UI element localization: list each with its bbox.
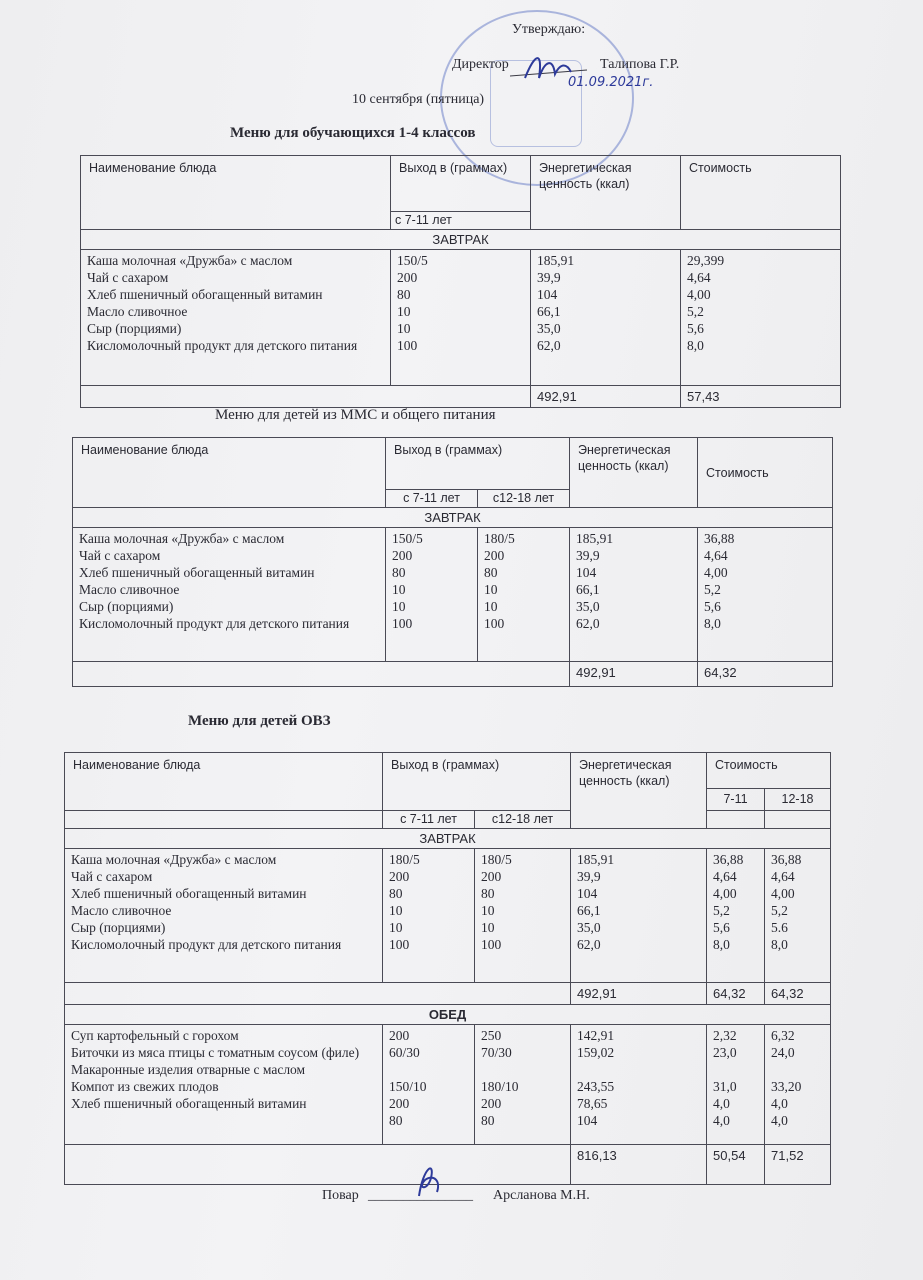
cost-value: 5,6 <box>687 321 704 336</box>
output-value: 60/30 <box>389 1045 420 1060</box>
dish-item: Каша молочная «Дружба» с маслом <box>71 852 277 867</box>
dish-item: Чай с сахаром <box>87 270 169 285</box>
output-value: 100 <box>392 616 413 631</box>
output-value: 200 <box>484 548 505 563</box>
output-value: 10 <box>484 599 498 614</box>
col-header-output: Выход в (граммах) <box>386 438 570 490</box>
director-label: Директор <box>452 57 509 72</box>
cost-list-12-18 <box>765 1025 831 1145</box>
dish-item: Кисломолочный продукт для детского питания <box>79 616 350 631</box>
output-value: 150/5 <box>397 253 428 268</box>
dish-item: Масло сливочное <box>79 582 180 597</box>
cook-label: Повар <box>322 1188 359 1203</box>
output-value: 180/5 <box>389 852 420 867</box>
director-name: Талипова Г.Р. <box>600 57 680 72</box>
output-list-7-11 <box>383 849 475 983</box>
output-value: 80 <box>481 886 495 901</box>
output-value: 200 <box>481 869 502 884</box>
dish-item: Компот из свежих плодов <box>71 1079 219 1094</box>
energy-list <box>571 849 707 983</box>
output-value: 150/10 <box>389 1079 427 1094</box>
energy-value: 35,0 <box>537 321 561 336</box>
section-breakfast: ЗАВТРАК <box>73 508 833 528</box>
output-value: 100 <box>389 937 410 952</box>
output-value: 10 <box>392 599 406 614</box>
cost-value: 5,6 <box>713 920 730 935</box>
cost-value: 5,2 <box>687 304 704 319</box>
age-7-11: с 7-11 лет <box>386 490 478 508</box>
dish-item: Кисломолочный продукт для детского питания <box>87 338 358 353</box>
dish-item: Сыр (порциями) <box>79 599 174 614</box>
energy-value: 104 <box>537 287 558 302</box>
cost-value: 8,0 <box>704 616 721 631</box>
output-value: 200 <box>389 1096 410 1111</box>
cost-value: 5,2 <box>771 903 788 918</box>
age-7-11: с 7-11 лет <box>391 212 531 230</box>
dish-list <box>73 528 386 662</box>
cost-value: 4,64 <box>687 270 711 285</box>
energy-value: 185,91 <box>577 852 615 867</box>
cost-value: 36,88 <box>771 852 802 867</box>
col-header-name: Наименование блюда <box>65 753 383 811</box>
energy-value: 39,9 <box>577 869 601 884</box>
total-cost: 64,32 <box>698 662 833 687</box>
dish-item: Чай с сахаром <box>71 869 153 884</box>
energy-value: 66,1 <box>576 582 600 597</box>
cost-value: 36,88 <box>704 531 735 546</box>
col-header-output: Выход в (граммах) <box>383 753 571 811</box>
energy-value: 62,0 <box>537 338 561 353</box>
table1-title: Меню для обучающихся 1-4 классов <box>230 125 476 141</box>
output-value: 200 <box>389 1028 410 1043</box>
dish-item: Чай с сахаром <box>79 548 161 563</box>
menu-table-mms <box>72 437 833 687</box>
total-cost-7-11: 50,54 <box>707 1145 765 1185</box>
col-header-energy: Энергетическая ценность (ккал) <box>531 156 681 230</box>
cost-age-7-11: 7-11 <box>707 789 765 811</box>
energy-value: 104 <box>577 886 598 901</box>
dish-item: Хлеб пшеничный обогащенный витамин <box>87 287 323 302</box>
output-value: 200 <box>392 548 413 563</box>
cost-value: 8,0 <box>687 338 704 353</box>
cost-value: 29,399 <box>687 253 725 268</box>
total-energy: 492,91 <box>570 662 698 687</box>
dish-item: Хлеб пшеничный обогащенный витамин <box>71 1096 307 1111</box>
output-value: 180/10 <box>481 1079 519 1094</box>
cost-value: 4,0 <box>713 1113 730 1128</box>
menu-table-grades-1-4 <box>80 155 841 408</box>
dish-item: Масло сливочное <box>71 903 172 918</box>
energy-value: 104 <box>577 1113 598 1128</box>
output-value: 100 <box>484 616 505 631</box>
dish-item: Хлеб пшеничный обогащенный витамин <box>79 565 315 580</box>
cost-value: 5,6 <box>704 599 721 614</box>
col-header-cost: Стоимость <box>707 753 831 789</box>
dish-item: Сыр (порциями) <box>87 321 182 336</box>
col-header-energy: Энергетическая ценность (ккал) <box>570 438 698 508</box>
energy-value: 62,0 <box>577 937 601 952</box>
energy-value: 35,0 <box>577 920 601 935</box>
cost-value: 6,32 <box>771 1028 795 1043</box>
cost-value: 4,00 <box>771 886 795 901</box>
cost-value: 8,0 <box>771 937 788 952</box>
total-cost-7-11: 64,32 <box>707 983 765 1005</box>
cost-value: 33,20 <box>771 1079 802 1094</box>
output-value: 100 <box>397 338 418 353</box>
cost-value: 4,64 <box>704 548 728 563</box>
dish-list <box>81 250 391 386</box>
dish-item: Хлеб пшеничный обогащенный витамин <box>71 886 307 901</box>
energy-value: 185,91 <box>537 253 575 268</box>
output-value: 10 <box>481 920 495 935</box>
cost-value: 2,32 <box>713 1028 737 1043</box>
output-value: 10 <box>481 903 495 918</box>
cost-list <box>681 250 841 386</box>
output-value: 100 <box>481 937 502 952</box>
section-lunch: ОБЕД <box>65 1005 831 1025</box>
output-value: 10 <box>484 582 498 597</box>
cost-value: 4,0 <box>771 1113 788 1128</box>
output-value: 200 <box>481 1096 502 1111</box>
cook-signature <box>405 1158 455 1200</box>
output-list-7-11 <box>386 528 478 662</box>
total-cost: 57,43 <box>681 386 841 408</box>
output-value: 80 <box>392 565 406 580</box>
col-header-energy: Энергетическая ценность (ккал) <box>571 753 707 829</box>
age-12-18: с12-18 лет <box>475 811 571 829</box>
col-header-name: Наименование блюда <box>73 438 386 508</box>
energy-value: 104 <box>576 565 597 580</box>
output-value: 10 <box>389 920 403 935</box>
output-list-12-18 <box>478 528 570 662</box>
total-energy: 492,91 <box>571 983 707 1005</box>
dish-item: Каша молочная «Дружба» с маслом <box>87 253 293 268</box>
dish-item: Кисломолочный продукт для детского питания <box>71 937 342 952</box>
output-value: 80 <box>389 886 403 901</box>
cost-value: 24,0 <box>771 1045 795 1060</box>
dish-item: Сыр (порциями) <box>71 920 166 935</box>
energy-value: 35,0 <box>576 599 600 614</box>
total-energy: 816,13 <box>571 1145 707 1185</box>
menu-table-ovz <box>64 752 831 1185</box>
output-value: 180/5 <box>481 852 512 867</box>
cost-value: 4,00 <box>687 287 711 302</box>
dish-item: Каша молочная «Дружба» с маслом <box>79 531 285 546</box>
cook-name: Арсланова М.Н. <box>493 1188 590 1203</box>
output-value: 250 <box>481 1028 502 1043</box>
cost-list-7-11 <box>707 1025 765 1145</box>
energy-value: 62,0 <box>576 616 600 631</box>
energy-value: 39,9 <box>576 548 600 563</box>
output-value: 200 <box>389 869 410 884</box>
total-cost-12-18: 64,32 <box>765 983 831 1005</box>
energy-value: 243,55 <box>577 1079 615 1094</box>
output-list-12-18 <box>475 1025 571 1145</box>
cost-value: 4,00 <box>713 886 737 901</box>
energy-value: 185,91 <box>576 531 614 546</box>
col-header-cost: Стоимость <box>681 156 841 230</box>
output-value: 150/5 <box>392 531 423 546</box>
output-list-12-18 <box>475 849 571 983</box>
cost-age-12-18: 12-18 <box>765 789 831 811</box>
table2-title: Меню для детей из ММС и общего питания <box>215 407 496 423</box>
age-12-18: с12-18 лет <box>478 490 570 508</box>
cost-value: 4,64 <box>713 869 737 884</box>
col-header-output: Выход в (граммах) <box>391 156 531 212</box>
cook-signature-line: _______________ <box>368 1188 473 1203</box>
energy-list <box>571 1025 707 1145</box>
signature-date: 01.09.2021г. <box>568 75 654 90</box>
cost-value: 8,0 <box>713 937 730 952</box>
total-energy: 492,91 <box>531 386 681 408</box>
dish-list <box>65 1025 383 1145</box>
energy-value: 78,65 <box>577 1096 608 1111</box>
energy-value: 142,91 <box>577 1028 615 1043</box>
cost-value: 31,0 <box>713 1079 737 1094</box>
energy-value: 39,9 <box>537 270 561 285</box>
age-7-11: с 7-11 лет <box>383 811 475 829</box>
energy-value: 66,1 <box>577 903 601 918</box>
output-value: 10 <box>392 582 406 597</box>
cost-list-12-18 <box>765 849 831 983</box>
energy-value: 66,1 <box>537 304 561 319</box>
dish-list <box>65 849 383 983</box>
dish-item: Биточки из мяса птицы с томатным соусом (филе) <box>71 1045 360 1060</box>
section-breakfast: ЗАВТРАК <box>65 829 831 849</box>
output-value: 80 <box>481 1113 495 1128</box>
energy-list <box>570 528 698 662</box>
section-breakfast: ЗАВТРАК <box>81 230 841 250</box>
menu-date: 10 сентября (пятница) <box>352 92 485 107</box>
dish-item: Макаронные изделия отварные с маслом <box>71 1062 306 1077</box>
output-value: 80 <box>484 565 498 580</box>
output-value: 10 <box>389 903 403 918</box>
cost-value: 5.6 <box>771 920 788 935</box>
output-value: 70/30 <box>481 1045 512 1060</box>
energy-list <box>531 250 681 386</box>
cost-value: 4,00 <box>704 565 728 580</box>
output-value: 180/5 <box>484 531 515 546</box>
output-list-7-11 <box>383 1025 475 1145</box>
output-value: 10 <box>397 304 411 319</box>
cost-value: 36,88 <box>713 852 744 867</box>
output-list <box>391 250 531 386</box>
col-header-cost: Стоимость <box>698 438 833 508</box>
cost-value: 4,0 <box>771 1096 788 1111</box>
cost-value: 5,2 <box>713 903 730 918</box>
output-value: 80 <box>389 1113 403 1128</box>
cost-list <box>698 528 833 662</box>
total-cost-12-18: 71,52 <box>765 1145 831 1185</box>
cost-list-7-11 <box>707 849 765 983</box>
cost-value: 4,0 <box>713 1096 730 1111</box>
dish-item: Масло сливочное <box>87 304 188 319</box>
dish-item: Суп картофельный с горохом <box>71 1028 239 1043</box>
output-value: 200 <box>397 270 418 285</box>
table3-title: Меню для детей ОВЗ <box>188 713 331 729</box>
col-header-name: Наименование блюда <box>81 156 391 230</box>
energy-value: 159,02 <box>577 1045 615 1060</box>
output-value: 80 <box>397 287 411 302</box>
cost-value: 4,64 <box>771 869 795 884</box>
cost-value: 23,0 <box>713 1045 737 1060</box>
cost-value: 5,2 <box>704 582 721 597</box>
approve-label: Утверждаю: <box>512 22 586 37</box>
output-value: 10 <box>397 321 411 336</box>
